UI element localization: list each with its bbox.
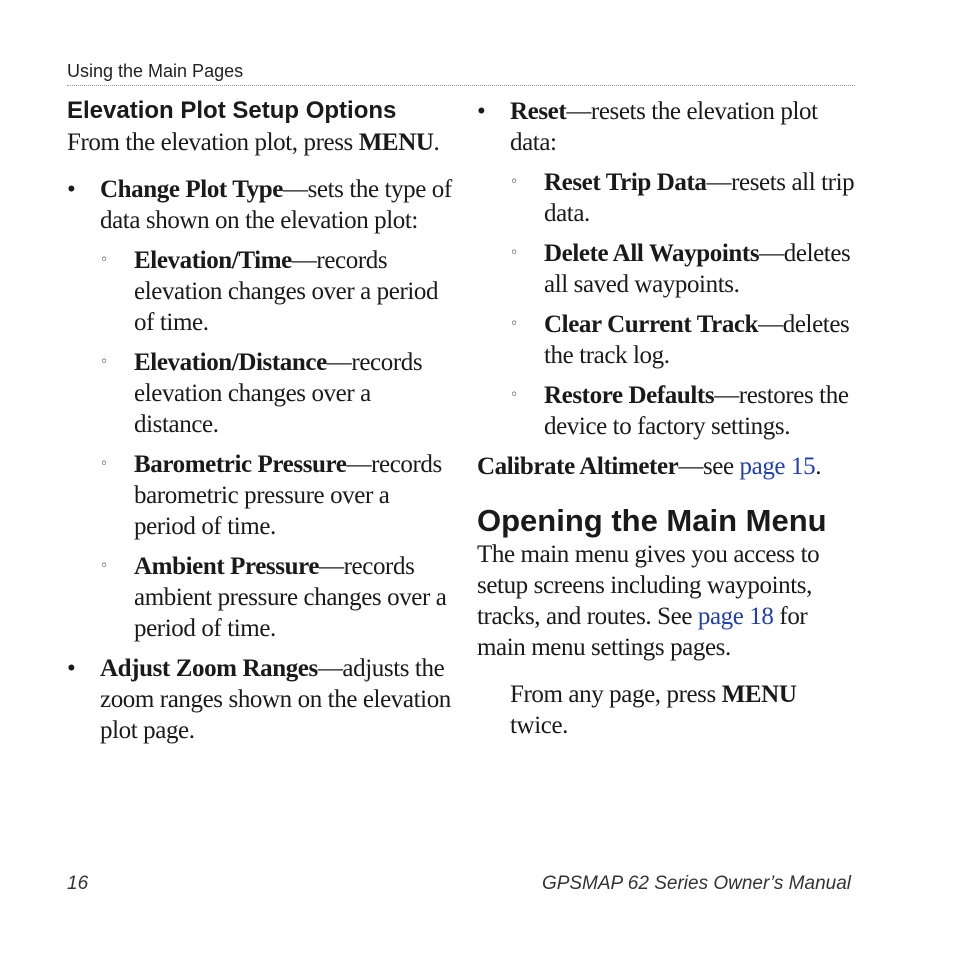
circle-bullet-icon: ◦: [100, 456, 109, 472]
intro-paragraph: [67, 127, 452, 158]
step-paragraph: [477, 679, 857, 741]
intro-text: From the elevation plot, press: [67, 129, 359, 156]
header-divider: [67, 85, 855, 86]
right-column: [477, 96, 857, 741]
item-term: Change Plot Type: [100, 176, 283, 203]
subitem-desc: —deletes the track log.: [544, 311, 850, 369]
menu-key: MENU: [721, 681, 797, 708]
item-desc: —adjusts the zoom ranges shown on the elevation plot page.: [100, 655, 451, 744]
options-list: [67, 174, 452, 746]
circle-bullet-icon: ◦: [510, 316, 519, 332]
sublist-item-clear-current-track: [510, 309, 857, 371]
subitem-desc: —records barometric pressure over a period of time.: [134, 451, 442, 540]
calibrate-term: Calibrate Altimeter: [477, 453, 679, 480]
list-item-reset: [477, 96, 857, 442]
circle-bullet-icon: ◦: [510, 387, 519, 403]
subitem-desc: —resets all trip data.: [544, 169, 855, 227]
circle-bullet-icon: ◦: [100, 354, 109, 370]
intro-end: .: [433, 129, 440, 156]
sublist-item-ambient-pressure: [100, 551, 452, 644]
item-term: Adjust Zoom Ranges: [100, 655, 318, 682]
subitem-term: Clear Current Track: [544, 311, 759, 338]
main-menu-paragraph: [477, 539, 857, 663]
running-head: Using the Main Pages: [67, 61, 244, 81]
section-heading-elevation-plot: Elevation Plot Setup Options: [67, 97, 397, 124]
plot-type-sublist: [100, 245, 452, 644]
step-end: twice.: [510, 712, 568, 739]
list-item-change-plot-type: [67, 174, 452, 644]
menu-key: MENU: [358, 129, 434, 156]
subitem-term: Delete All Waypoints: [544, 240, 760, 267]
item-desc: —resets the elevation plot data:: [510, 98, 818, 156]
sublist-item-delete-all-waypoints: [510, 238, 857, 300]
calibrate-end: .: [815, 453, 822, 480]
item-desc: —sets the type of data shown on the elevation plot:: [100, 176, 452, 234]
subitem-term: Elevation/Distance: [134, 349, 327, 376]
sublist-item-elevation-time: [100, 245, 452, 338]
section-title-opening-main-menu: Opening the Main Menu: [477, 503, 827, 538]
bullet-icon: •: [67, 655, 76, 682]
sublist-item-elevation-distance: [100, 347, 452, 440]
reset-sublist: [510, 167, 857, 442]
reset-list: [477, 96, 857, 442]
left-column: [67, 96, 452, 746]
manual-title: GPSMAP 62 Series Owner’s Manual: [541, 873, 851, 894]
step-text: From any page, press: [510, 681, 722, 708]
subitem-term: Barometric Pressure: [134, 451, 347, 478]
subitem-term: Ambient Pressure: [134, 553, 320, 580]
main-menu-text-end: for main menu settings pages.: [477, 603, 808, 661]
circle-bullet-icon: ◦: [510, 174, 519, 190]
subitem-term: Reset Trip Data: [544, 169, 707, 196]
bullet-icon: •: [67, 176, 76, 203]
calibrate-altimeter-paragraph: [477, 451, 857, 482]
sublist-item-restore-defaults: [510, 380, 857, 442]
sublist-item-reset-trip-data: [510, 167, 857, 229]
page-15-link[interactable]: page 15: [739, 453, 816, 480]
subitem-desc: —restores the device to factory settings.: [544, 382, 849, 440]
list-item-adjust-zoom-ranges: [67, 653, 452, 746]
main-menu-text: The main menu gives you access to setup screens including waypoints, tracks, and routes. See: [477, 541, 820, 630]
item-term: Reset: [510, 98, 567, 125]
sublist-item-barometric-pressure: [100, 449, 452, 542]
subitem-desc: —records elevation changes over a period of time.: [134, 247, 439, 336]
circle-bullet-icon: ◦: [100, 558, 109, 574]
calibrate-desc: —see: [678, 453, 740, 480]
circle-bullet-icon: ◦: [510, 245, 519, 261]
page-18-link[interactable]: page 18: [697, 603, 774, 630]
bullet-icon: •: [477, 98, 486, 125]
subitem-term: Elevation/Time: [134, 247, 292, 274]
circle-bullet-icon: ◦: [100, 252, 109, 268]
subitem-desc: —records elevation changes over a distance.: [134, 349, 423, 438]
page-number: 16: [67, 873, 89, 894]
subitem-desc: —records ambient pressure changes over a period of time.: [134, 553, 447, 642]
subitem-term: Restore Defaults: [544, 382, 715, 409]
subitem-desc: —deletes all saved waypoints.: [544, 240, 851, 298]
